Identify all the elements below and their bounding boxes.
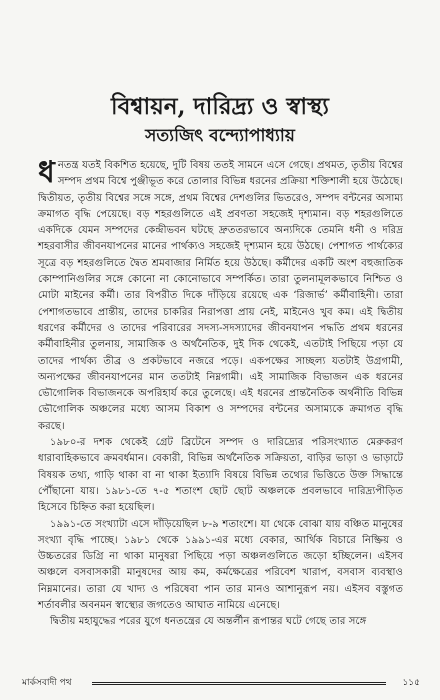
page-footer [22,676,420,690]
journal-name: মার্কসবাদী পথ [22,678,72,688]
paragraph-1-text: নতন্ত্র যতই বিকশিত হয়েছে, দুটি বিষয় ততই সামনে এসে গেছে। প্রথমত, তৃতীয় বিশ্বের সম্পদ প্রথম বিশ্বে পুঞ্জীভূত করে তোলার বিভিন্ন ধরনের প্রক্রিয়া শক্তিশালী হয়ে উঠেছে। দ্বিতীয়ত, তৃতীয় বিশ্বের সঙ্গে সঙ্গে, প্রথম বিশ্বের দেশগুলির ভিতরেও, সম্পদ বন্টনের অসাম্য ক্রমাগত বৃদ্ধি পেয়েছে। বড় শহরগুলিতে এই প্রবণতা সহজেই দৃশ্যমান। বড় শহরগুলিতে একদিকে যেমন সম্পদের কেন্দ্রীভবন ঘটছে দ্রুততরভাবে অন্যদিকে তেমনি ধনী ও দরিদ্র শহরবাসীর জীবনযাপনের মানের পার্থক্যও সহজেই দৃশ্যমান হয়ে উঠছে। পেশাগত পার্থক্যের সূত্রে বড় শহরগুলিতে দ্বৈত শ্রমবাজার নির্মিত হয়ে উঠছে। কর্মীদের একটি অংশ বহুজাতিক কোম্পানিগুলির সঙ্গে কোনো না কোনোভাবে সম্পর্কিত। তারা তুলনামূলকভাবে নিশ্চিত ও মোটা মাইনের কর্মী। তার বিপরীত দিকে দাঁড়িয়ে রয়েছে এক ‘রিজার্ভ’ কর্মীবাহিনী। তারা পেশাগতভাবে প্রান্তীয়, তাদের চাকরির নিরাপত্তা প্রায় নেই, মাইনেও খুব কম। এই দ্বিতীয় ধরণের কর্মীদের ও তাদের পরিবারের সদস্য-সদস্যাদের জীবনযাপন পদ্ধতি প্রথম ধরনের কর্মীবাহিনীর তুলনায়, সামাজিক ও অর্থনৈতিক, দুই দিক থেকেই, এতটাই পিছিয়ে পড়া যে তাদের পার্থক্য তীব্র ও প্রকটভাবে নজরে পড়ে। একপক্ষের সাচ্ছল্য যতটাই উগ্রগামী, অন্যপক্ষের জীবনযাপনের মান ততটাই নিম্নগামী। এই সামাজিক বিভাজন এক ধরনের ভৌগোলিক বিভাজনকে অপরিহার্য করে তুলেছে। এই ধরনের প্রান্তনৈতিক অর্থনীতি বিভিন্ন ভৌগোলিক অঞ্চলের মধ্যে আসম বিকাশ ও সম্পদের বন্টনের অসাম্যকে ক্রমাগত বৃদ্ধি করছে। [38,160,403,432]
drop-cap: ধ [38,155,55,190]
footer-rule [92,682,386,685]
article-body [38,155,403,631]
article-title: বিশ্বায়ন, দারিদ্র্য ও স্বাস্থ্য [111,93,329,120]
paragraph-4: দ্বিতীয় মহাযুদ্ধের পরের যুগে ধনতন্ত্রের যে অন্তর্লীন রূপান্তর ঘটে গেছে তার সঙ্গে [50,616,367,628]
paragraph-3: ১৯৯১-তে সংখ্যাটা এসে দাঁড়িয়েছিল ৮-৯ শতাংশে। যা থেকে বোঝা যায় বঞ্চিত মানুষের সংখ্যা বৃদ্ধি পাচ্ছে। ১৯৮১ থেকে ১৯৯১-এর মধ্যে বেকার, আর্থিক বিচারে নিষ্ক্রিয় ও উচ্চতরের ডিগ্রি না থাকা মানুষরা পিছিয়ে পড়া অঞ্চলগুলিতে জড়ো হচ্ছিলেন। এইসব অঞ্চলে বসবাসকারী মানুষদের আয় কম, কর্মক্ষেত্রের পরিবেশ খারাপ, বসবাস ব্যবস্থাও নিম্নমানের। তারা যে খাদ্য ও পরিষেবা পান তার মানও আশানুরূপ নয়। এইসব বস্তুগত শর্তাবলীর অবনমন স্বাস্থ্যের জগতেও আঘাত নামিয়ে এনেছে। [38,518,403,612]
page-number: ১১৫ [402,678,420,688]
paragraph-2: ১৯৮০-র দশক থেকেই গ্রেট ব্রিটেনে সম্পদ ও দারিদ্র্যের পরিসংখ্যাত মেরুকরণ ধারাবাহিকভাবে ক্রমবর্ধমান। বেকারী, বিভিন্ন অর্থনৈতিক সক্রিয়তা, বাড়ির ভাড়া ও ভাড়াটে বিষয়ক তথ্য, গাড়ি থাকা বা না থাকা ইত্যাদি বিষয়ে বিভিন্ন তথ্যের ভিত্তিতে উক্ত সিদ্ধান্তে পৌঁছানো যায়। ১৯৮১-তে ৭-৫ শতাংশ ছোট ছোট অঞ্চলকে প্রবলভাবে দারিদ্র্যপীড়িত হিসেবে চিহ্নিত করা হয়েছিল। [38,437,403,514]
paragraph-1 [38,155,403,435]
article-author: সত্যজিৎ বন্দ্যোপাধ্যায় [145,126,295,146]
